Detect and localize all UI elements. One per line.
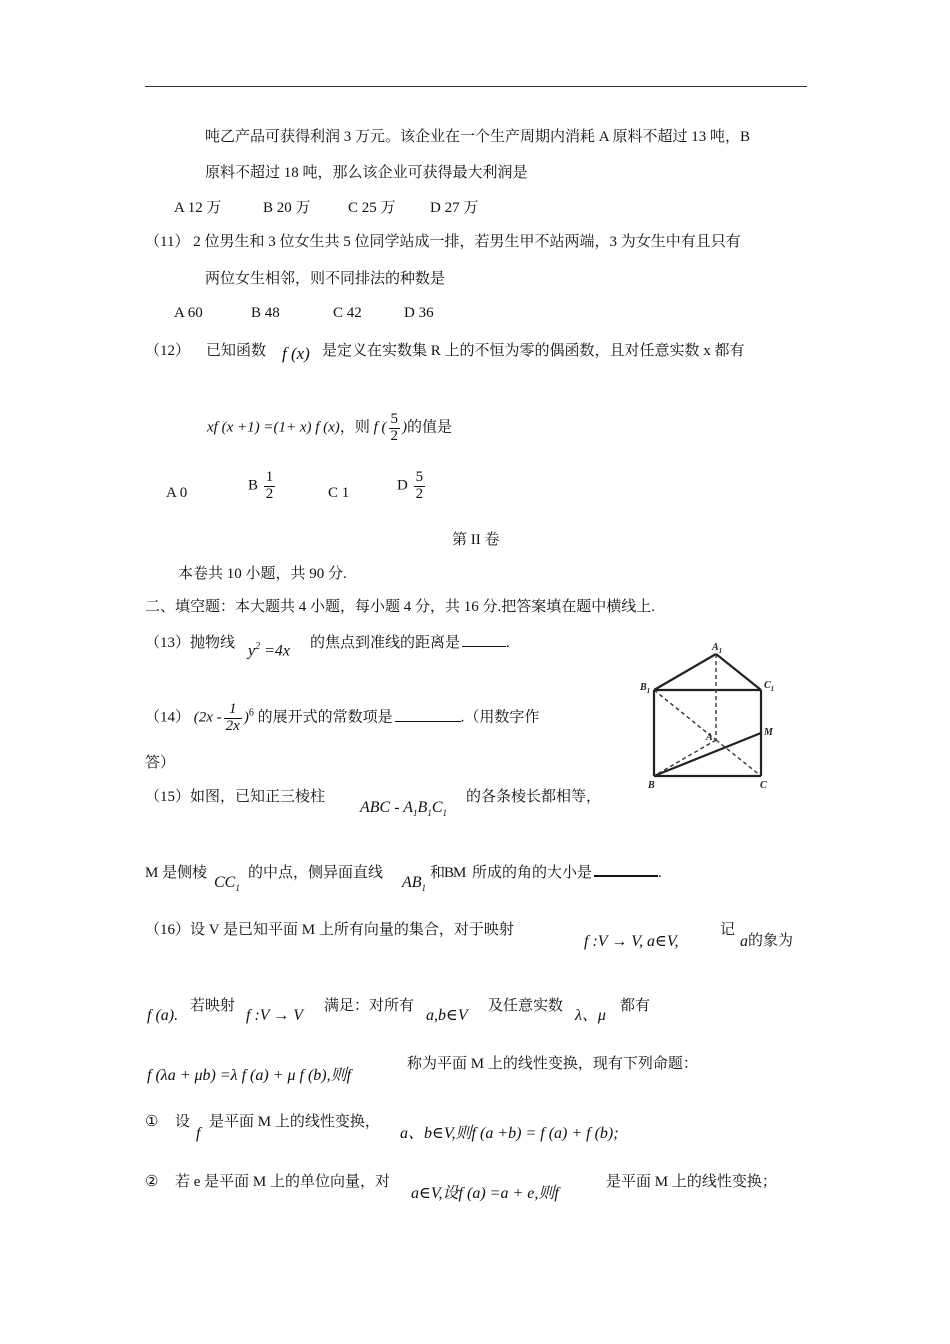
item2-eq: a∈V,设f (a) =a + e,则f bbox=[411, 1185, 559, 1202]
q11-option-b: B 48 bbox=[251, 305, 280, 321]
q14-line1 bbox=[145, 702, 539, 735]
q12-pre: 已知函数 bbox=[206, 343, 267, 359]
q12-f-open: f ( bbox=[373, 419, 387, 436]
edge-ac bbox=[716, 740, 761, 776]
q12-fraction bbox=[389, 412, 401, 445]
q15-cc-text: CC bbox=[214, 874, 236, 891]
q12-option-d-frac bbox=[414, 470, 426, 503]
item1-eq: a、b∈V,则f (a +b) = f (a) + f (b); bbox=[400, 1125, 619, 1142]
label-b1: $B_1$ bbox=[640, 682, 651, 695]
q16-ji: 记 bbox=[720, 922, 736, 938]
label-c: C bbox=[760, 780, 767, 791]
q14-expr-sup: 6 bbox=[248, 707, 254, 719]
q15-sub-a: 1 bbox=[413, 808, 418, 819]
q15-prism bbox=[360, 798, 447, 819]
q12-option-a: A 0 bbox=[166, 485, 188, 501]
q12-number: （12） bbox=[145, 343, 191, 359]
q12-optd-den: 2 bbox=[415, 485, 424, 502]
q14-expr-open: (2x - bbox=[193, 709, 222, 726]
q11-line1: （11） 2 位男生和 3 位女生共 5 位同学站成一排，若男生甲不站两端，3 为女生中有且只有 bbox=[145, 234, 741, 250]
q16-l2-fa: f (a). bbox=[147, 1007, 179, 1024]
q13-answer-blank[interactable] bbox=[462, 645, 506, 647]
label-a1: $A_1$ bbox=[712, 642, 723, 655]
q14-tail: .（用数字作 bbox=[460, 709, 540, 726]
q13-post-wrap bbox=[310, 634, 510, 652]
q13-post: 的焦点到准线的距离是 bbox=[310, 635, 461, 651]
q15-ab-sub: 1 bbox=[421, 883, 427, 894]
q16-l2-ruo: 若映射 bbox=[190, 998, 236, 1014]
prism-hidden-edges bbox=[654, 654, 761, 776]
q10-option-d: D 27 万 bbox=[430, 200, 479, 216]
q16-l2-dou: 都有 bbox=[620, 998, 651, 1014]
q13-eq-rhs: =4x bbox=[264, 642, 291, 660]
item1-she: 设 bbox=[175, 1114, 191, 1130]
q15-cc-sub: 1 bbox=[235, 883, 240, 894]
q15-ab-text: AB bbox=[402, 874, 422, 891]
edge-b1a1 bbox=[654, 654, 716, 690]
q15-and-bm: 和BM bbox=[430, 865, 466, 881]
q16-l2-man: 满足：对所有 bbox=[324, 998, 415, 1014]
q15-line2-post: 所成的角的大小是 bbox=[472, 865, 593, 881]
item1-mark: ① bbox=[145, 1114, 159, 1130]
q13-end: . bbox=[506, 635, 510, 651]
q12-fx: f (x) bbox=[282, 344, 310, 363]
q15-cc bbox=[214, 873, 240, 894]
q14-fraction bbox=[224, 702, 242, 735]
q12-option-b-frac bbox=[264, 470, 276, 503]
q16-l3-eq: f (λa + μb) =λ f (a) + μ f (b),则f bbox=[147, 1067, 352, 1084]
q13-equation bbox=[248, 641, 290, 661]
q16-l2-lm: λ、μ bbox=[575, 1007, 606, 1024]
q12-tail: 的值是 bbox=[407, 419, 453, 436]
q11-line2: 两位女生相邻，则不同排法的种数是 bbox=[205, 271, 446, 287]
q14-line2: 答） bbox=[145, 755, 176, 771]
q12-equation: xf (x +1) =(1+ x) f (x) bbox=[207, 419, 340, 436]
q12-frac-den: 2 bbox=[390, 427, 398, 444]
q16-a: a bbox=[740, 933, 748, 950]
section-intro: 本卷共 10 小题，共 90 分. bbox=[178, 566, 347, 582]
q12-optd-num: 5 bbox=[415, 469, 424, 485]
q16-pre: （16）设 V 是已知平面 M 上所有向量的集合，对于映射 bbox=[145, 922, 514, 938]
q13-pre: （13）抛物线 bbox=[145, 635, 236, 651]
q16-map: f :V → V, a∈V, bbox=[584, 933, 679, 950]
item2-post: 是平面 M 上的线性变换； bbox=[606, 1174, 777, 1190]
q14-frac-den: 2x bbox=[225, 717, 240, 734]
q12-option-c: C 1 bbox=[328, 485, 350, 501]
q10-line1: 吨乙产品可获得利润 3 万元。该企业在一个生产周期内消耗 A 原料不超过 13 吨，B bbox=[205, 129, 751, 145]
q12-frac-num: 5 bbox=[390, 411, 398, 427]
label-a: A bbox=[706, 732, 713, 743]
q10-option-b: B 20 万 bbox=[263, 200, 311, 216]
q14-pre: （14） bbox=[145, 709, 191, 726]
q15-line2-mid: 的中点，侧异面直线 bbox=[248, 865, 384, 881]
q15-ab bbox=[402, 873, 426, 894]
q11-option-c: C 42 bbox=[333, 305, 362, 321]
q16-xiang: 的象为 bbox=[748, 933, 794, 949]
item2-pre: 若 e 是平面 M 上的单位向量，对 bbox=[175, 1174, 390, 1190]
q14-frac-num: 1 bbox=[224, 702, 242, 719]
header-rule bbox=[145, 86, 807, 87]
q15-prism-b: B bbox=[417, 799, 428, 816]
q10-option-a: A 12 万 bbox=[174, 200, 222, 216]
item1-f: f bbox=[196, 1125, 201, 1142]
edge-ab bbox=[654, 740, 716, 776]
section-heading: 二、填空题：本大题共 4 小题，每小题 4 分，共 16 分.把答案填在题中横线上. bbox=[145, 599, 656, 615]
label-b: B bbox=[648, 780, 655, 791]
q12-option-d-wrap bbox=[397, 470, 427, 503]
q16-l3-post: 称为平面 M 上的线性变换，现有下列命题： bbox=[407, 1056, 698, 1072]
q15-pre: （15）如图，已知正三棱柱 bbox=[145, 789, 326, 805]
q15-line2-post-wrap bbox=[472, 864, 662, 882]
q10-line2: 原料不超过 18 吨，那么该企业可获得最大利润是 bbox=[205, 165, 528, 181]
q12-mid: ，则 bbox=[339, 419, 370, 436]
q15-sub-b: 1 bbox=[427, 808, 432, 819]
item1-mid: 是平面 M 上的线性变换， bbox=[209, 1114, 380, 1130]
prism-figure bbox=[636, 636, 786, 796]
q12-f-close: ) bbox=[402, 419, 407, 436]
q15-prism-a: ABC - A bbox=[360, 799, 414, 816]
q16-l2-ab: a,b∈V bbox=[426, 1007, 468, 1024]
q12-option-d: D bbox=[397, 477, 408, 494]
q12-option-b-wrap bbox=[248, 470, 277, 503]
q12-option-b: B bbox=[248, 477, 259, 494]
q12-equation-line bbox=[207, 412, 452, 445]
q13-eq-sup: 2 bbox=[255, 641, 261, 652]
prism-edges bbox=[654, 654, 761, 776]
label-m: M bbox=[764, 727, 773, 738]
q15-end: . bbox=[658, 865, 662, 881]
q16-l2-ji: 及任意实数 bbox=[488, 998, 564, 1014]
q16-l2-map: f :V → V bbox=[246, 1007, 304, 1024]
q15-answer-blank[interactable] bbox=[594, 874, 658, 877]
q14-expr-close: ) bbox=[243, 709, 249, 726]
edge-a1c1 bbox=[716, 654, 761, 690]
q11-option-a: A 60 bbox=[174, 305, 203, 321]
q12-post: 是定义在实数集 R 上的不恒为零的偶函数，且对任意实数 x 都有 bbox=[322, 343, 745, 359]
q15-sub-c: 1 bbox=[442, 808, 447, 819]
q15-line2-pre: M 是侧棱 bbox=[145, 865, 208, 881]
q12-optb-num: 1 bbox=[265, 469, 274, 485]
section-title: 第 II 卷 bbox=[452, 532, 500, 548]
label-c1: $C_1$ bbox=[764, 680, 775, 693]
q12-optb-den: 2 bbox=[265, 485, 274, 502]
q10-option-c: C 25 万 bbox=[348, 200, 396, 216]
q15-prism-c: C bbox=[431, 799, 443, 816]
q11-option-d: D 36 bbox=[404, 305, 434, 321]
q14-answer-blank[interactable] bbox=[395, 720, 461, 722]
q13-eq-lhs: y bbox=[248, 642, 256, 660]
q14-post: 的展开式的常数项是 bbox=[257, 709, 393, 726]
q15-post: 的各条棱长都相等， bbox=[466, 789, 602, 805]
item2-mark: ② bbox=[145, 1174, 159, 1190]
